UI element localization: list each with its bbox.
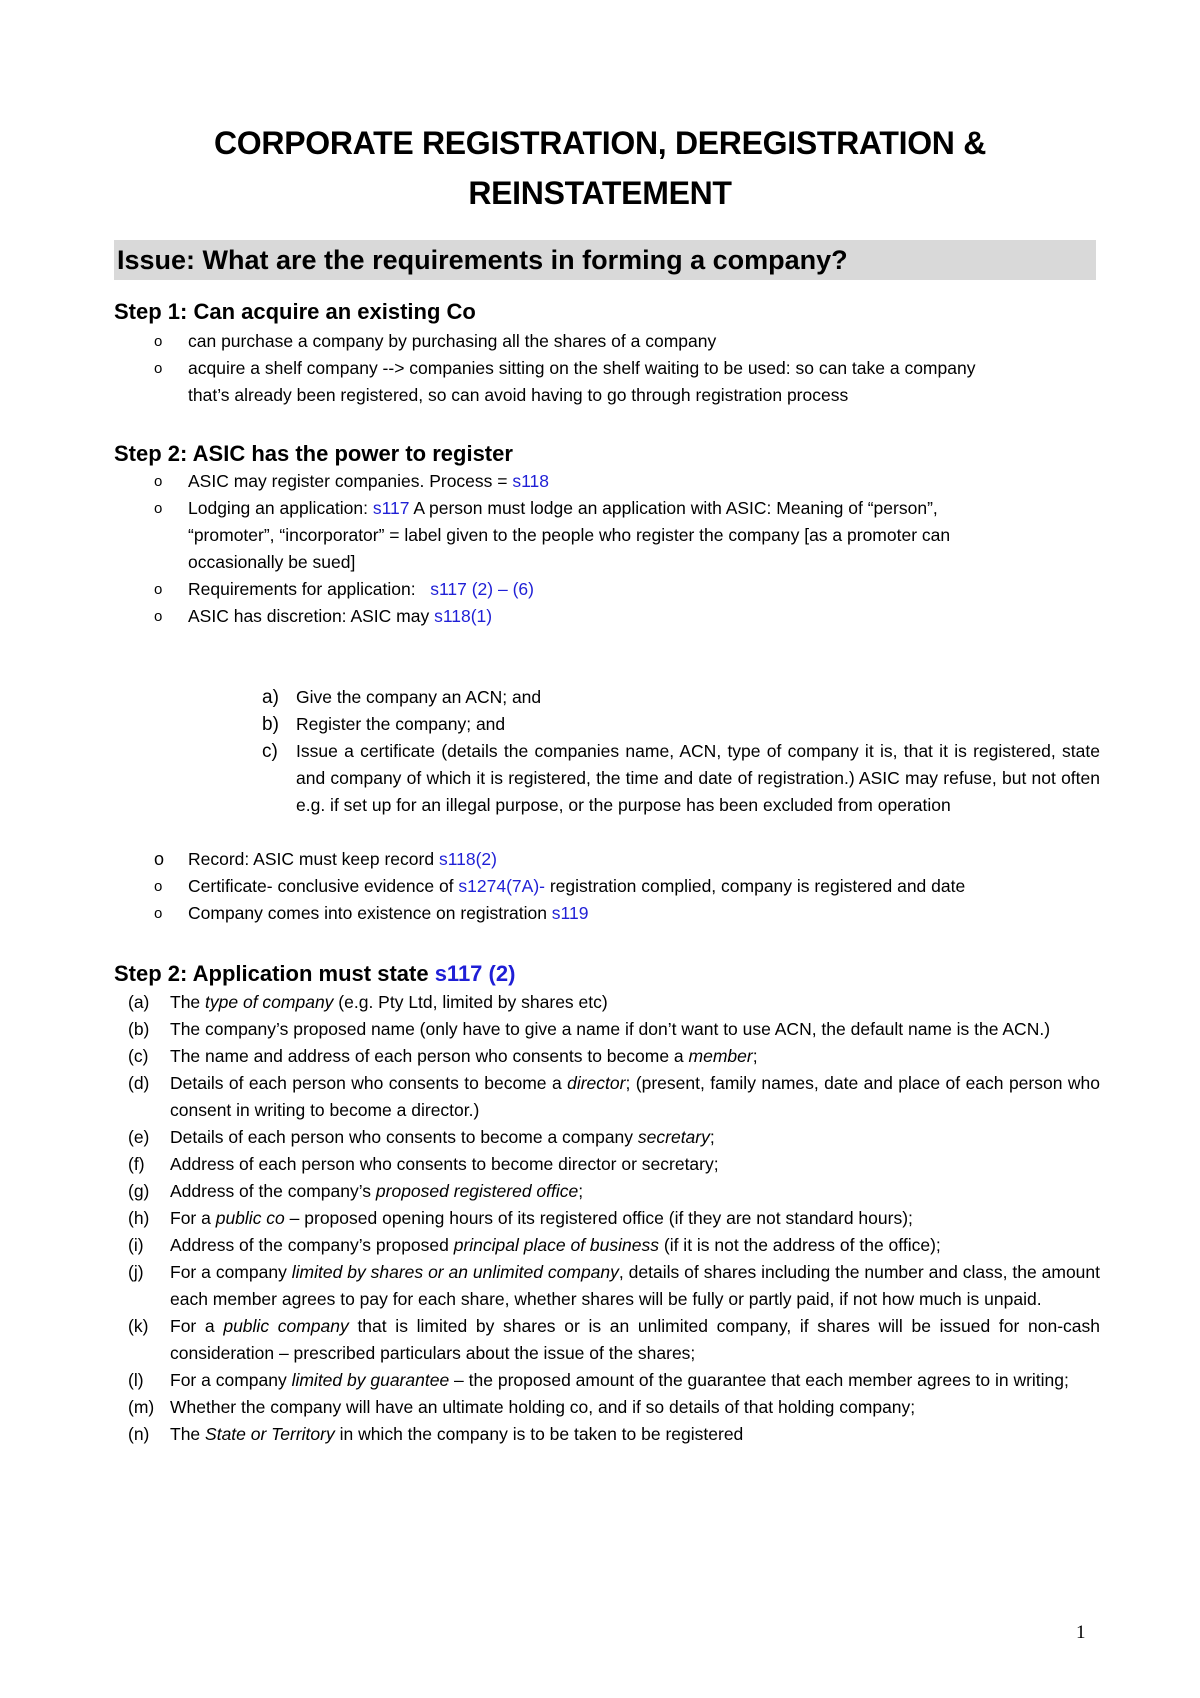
list-item [258, 711, 1100, 738]
item-text: in which the company is to be taken to be registered [334, 1424, 744, 1444]
item-text: – the proposed amount of the guarantee that each member agrees to in writing; [449, 1370, 1069, 1390]
section-reference: s1274(7A)- [458, 876, 545, 896]
step3-heading [114, 960, 515, 988]
item-text: (if it is not the address of the office); [659, 1235, 941, 1255]
item-text: For a company [170, 1370, 292, 1390]
list-item-text: ASIC has discretion: ASIC may [188, 606, 435, 626]
heading-text: Step 2: Application must state [114, 961, 435, 986]
list-marker: (l) [128, 1370, 144, 1390]
section-reference: s118(2) [438, 849, 497, 869]
sublist-marker: b) [262, 714, 279, 735]
application-requirements-list [128, 989, 1100, 1448]
list-item-text: ASIC may register companies. Process = [188, 471, 513, 491]
item-emphasis: State or Territory [205, 1424, 335, 1444]
list-item-text: Lodging an application: [188, 498, 373, 518]
item-text: that is limited by shares or is an unlimited company, if shares will be issued for non-cash consideration – prescribed particulars about the issue of the shares; [170, 1316, 1100, 1363]
list-item-text: Issue a certificate (details the companies name, ACN, type of company it is, that it is registered, state and company of which it is registered, the time and date of registration.) ASIC may refuse, but not often e.g. if set up for an illegal purpose, or the purpose has been excluded from operation [296, 741, 1100, 815]
item-emphasis: limited by shares or an unlimited company [291, 1262, 619, 1282]
list-item-text: acquire a shelf company --> companies sitting on the shelf waiting to be used: so can take a company that’s already been registered, so can avoid having to go through registration process [188, 358, 976, 405]
list-item [128, 1232, 1100, 1259]
list-item [150, 468, 1100, 495]
item-emphasis: director [567, 1073, 626, 1093]
list-marker: (h) [128, 1208, 150, 1228]
list-item [258, 684, 1100, 711]
section-reference: s118(1) [434, 606, 493, 626]
item-text: The name and address of each person who consents to become a [170, 1046, 689, 1066]
item-text: Details of each person who consents to become a [170, 1073, 568, 1093]
bullet-circle-icon: o [154, 360, 163, 377]
item-text: For a [170, 1316, 224, 1336]
document-title [110, 118, 1090, 218]
list-item [128, 1394, 1100, 1421]
item-emphasis: member [688, 1046, 753, 1066]
bullet-circle-icon: o [154, 849, 165, 869]
list-marker: (m) [128, 1397, 155, 1417]
item-text: ; [709, 1127, 715, 1147]
list-marker: (f) [128, 1154, 145, 1174]
list-item [128, 1016, 1100, 1043]
list-marker: (e) [128, 1127, 150, 1147]
bullet-circle-icon: o [154, 581, 163, 598]
item-text: For a [170, 1208, 216, 1228]
item-emphasis: limited by guarantee [291, 1370, 450, 1390]
list-item [150, 900, 1100, 927]
item-text: – proposed opening hours of its registered office (if they are not standard hours); [284, 1208, 913, 1228]
list-item [150, 846, 1100, 873]
step2-heading: Step 2: ASIC has the power to register [114, 441, 513, 466]
item-emphasis: public co [215, 1208, 285, 1228]
list-item [128, 1421, 1100, 1448]
item-emphasis: proposed registered office [375, 1181, 579, 1201]
step1-bullet-list [150, 328, 1100, 409]
list-item-text: registration complied, company is registered and date [544, 876, 966, 896]
list-marker: (b) [128, 1019, 150, 1039]
item-emphasis: principal place of business [453, 1235, 659, 1255]
bullet-circle-icon: o [154, 473, 163, 490]
list-item [150, 603, 1100, 630]
list-item [128, 1313, 1100, 1367]
title-line-2: REINSTATEMENT [468, 175, 732, 211]
item-text: ; [752, 1046, 758, 1066]
item-text: For a company [170, 1262, 292, 1282]
list-item-text: A person must lodge an application with ASIC: Meaning of “person”, “promoter”, “incorporator” = label given to the people who register the company [as a promoter can occasionally be sued] [188, 498, 951, 572]
list-item-text: Certificate- conclusive evidence of [188, 876, 459, 896]
item-text: Address of the company’s [170, 1181, 376, 1201]
item-text: The [170, 992, 206, 1012]
bullet-circle-icon: o [154, 878, 163, 895]
list-item [150, 355, 1008, 409]
item-emphasis: secretary [637, 1127, 710, 1147]
section-reference: s119 [551, 903, 589, 923]
list-item [128, 1070, 1100, 1124]
list-item-text: Requirements for application: [188, 579, 431, 599]
title-line-1: CORPORATE REGISTRATION, DEREGISTRATION & [213, 125, 987, 161]
list-marker: (n) [128, 1424, 150, 1444]
item-text: The [170, 1424, 206, 1444]
list-item [128, 1151, 1100, 1178]
step2-bullet-list-cont [150, 846, 1100, 927]
issue-heading: Issue: What are the requirements in forming a company? [117, 245, 848, 275]
item-text: ; (present, family names, date and place of each person who consent in writing to become a director.) [170, 1073, 1100, 1120]
item-text: , details of shares including the number and class, the amount each member agrees to pay for each share, whether shares will be fully or partly paid, if not how much is unpaid. [170, 1262, 1101, 1309]
list-marker: (i) [128, 1235, 144, 1255]
step1-heading: Step 1: Can acquire an existing Co [114, 299, 476, 324]
item-text: ; [578, 1181, 584, 1201]
list-marker: (d) [128, 1073, 150, 1093]
item-text: Address of the company’s proposed [170, 1235, 454, 1255]
discretion-sublist [258, 684, 1100, 819]
item-text: Details of each person who consents to become a company [170, 1127, 638, 1147]
list-item [128, 1259, 1100, 1313]
list-marker: (k) [128, 1316, 149, 1336]
list-item [150, 873, 1100, 900]
list-item [150, 328, 1100, 355]
bullet-circle-icon: o [154, 608, 163, 625]
list-item [128, 1205, 1100, 1232]
item-text: (e.g. Pty Ltd, limited by shares etc) [333, 992, 608, 1012]
list-item [128, 1178, 1100, 1205]
section-reference: s117 (2) [434, 961, 516, 986]
list-item-text: Give the company an ACN; and [296, 687, 542, 707]
section-reference: s117 (2) – (6) [430, 579, 534, 599]
item-emphasis: type of company [205, 992, 334, 1012]
page-number: 1 [1076, 1622, 1086, 1643]
section-reference: s118 [512, 471, 550, 491]
list-item [258, 738, 1100, 819]
item-text: Address of each person who consents to become director or secretary; [170, 1154, 719, 1174]
list-item [128, 1367, 1100, 1394]
list-item [128, 1043, 1100, 1070]
list-marker: (g) [128, 1181, 150, 1201]
bullet-circle-icon: o [154, 500, 163, 517]
list-item-text: Company comes into existence on registration [188, 903, 552, 923]
sublist-marker: a) [262, 687, 279, 708]
list-item-text: can purchase a company by purchasing all the shares of a company [188, 331, 717, 351]
sublist-marker: c) [262, 741, 278, 762]
list-marker: (a) [128, 992, 150, 1012]
section-reference: s117 [372, 498, 410, 518]
list-marker: (c) [128, 1046, 149, 1066]
list-item [128, 1124, 1100, 1151]
item-text: The company’s proposed name (only have to give a name if don’t want to use ACN, the default name is the ACN.) [170, 1019, 1051, 1039]
list-item [150, 576, 1100, 603]
list-item [128, 989, 1100, 1016]
bullet-circle-icon: o [154, 333, 163, 350]
list-item-text: Register the company; and [296, 714, 506, 734]
item-text: Whether the company will have an ultimate holding co, and if so details of that holding company; [170, 1397, 916, 1417]
step2-bullet-list [150, 468, 1100, 630]
bullet-circle-icon: o [154, 905, 163, 922]
item-emphasis: public company [223, 1316, 349, 1336]
list-marker: (j) [128, 1262, 144, 1282]
list-item [150, 495, 988, 576]
list-item-text: Record: ASIC must keep record [188, 849, 439, 869]
